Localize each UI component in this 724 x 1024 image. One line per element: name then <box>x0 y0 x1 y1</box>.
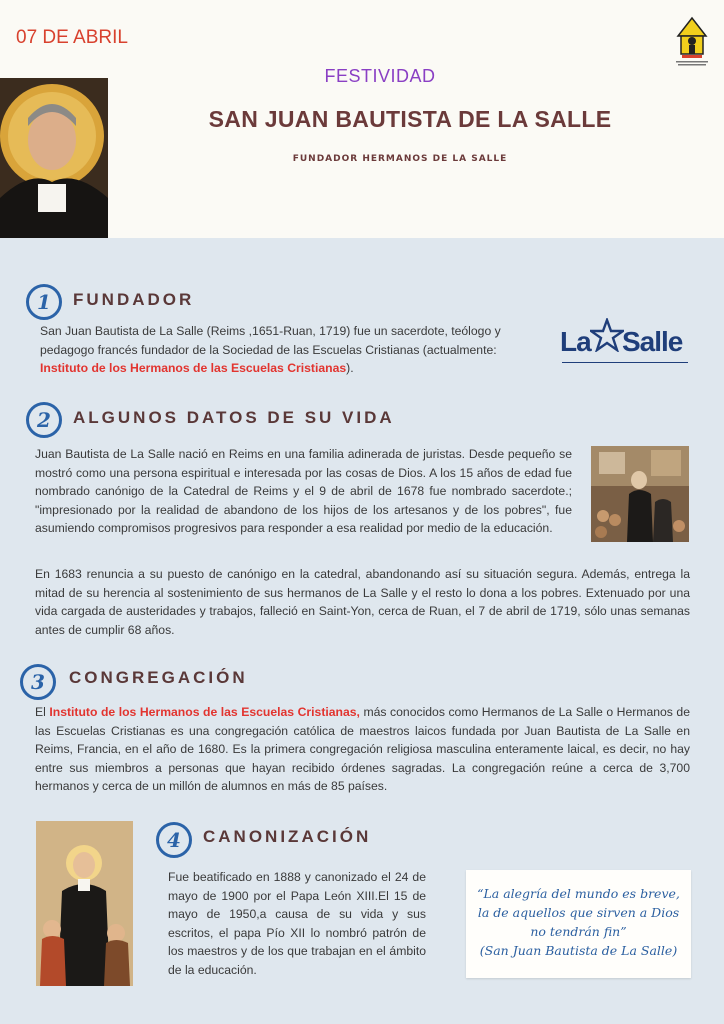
lasalle-logo-right: Salle <box>622 326 683 357</box>
quote-line-2: la de aquellos que sirven a Dios <box>477 905 680 920</box>
section-1-text-before: San Juan Bautista de La Salle (Reims ,1651-Ruan, 1719) fue un sacerdote, teólogo y pedagogo francés fundador de la Sociedad de las Escuelas Cristianas (actualmente: <box>40 324 501 357</box>
lasalle-logo-left: La <box>560 326 591 357</box>
section-number-2: 2 <box>26 402 62 438</box>
section-2-paragraph-1: Juan Bautista de La Salle nació en Reims en una familia adinerada de juristas. Desde pequeño se mostró como una persona espiritual e interesada por las cosas de Dios. A los 15 años de edad fue nombrado canónigo de la Catedral de Reims y el 9 de abril de 1678 fue nombrado sacerdote.; "impresionado por la realidad de abandono de los hijos de los artesanos y de los pobres", fue asumiendo compromisos progresivos para responder a esa realidad por medio de la educación. <box>35 447 572 535</box>
quote-text <box>466 884 691 960</box>
lasalle-star-icon <box>590 318 624 352</box>
section-2-paragraph-2: En 1683 renuncia a su puesto de canónigo en la catedral, abandonando así su situación segura. Además, entrega la mitad de su herencia al sostenimiento de sus hermanos de La Salle y el resto lo dona a los pobres. Extenuado por una vida cargada de austeridades y trabajos, falleció en Saint-Yon, cerca de Ruan, el 7 de abril de 1719, sólo unas semanas antes de cumplir 68 años. <box>35 567 690 637</box>
feast-date: 07 DE ABRIL <box>16 27 128 48</box>
lasalle-logo <box>560 318 692 368</box>
aseam-logo <box>668 10 716 70</box>
portrait-image <box>0 78 108 238</box>
quote-line-1: “La alegría del mundo es breve, <box>477 886 680 901</box>
section-3-text <box>35 703 690 796</box>
classroom-photo <box>591 446 689 542</box>
quote-attribution: (San Juan Bautista de La Salle) <box>479 943 678 958</box>
quote-line-3: no tendrán fin” <box>530 924 627 939</box>
saint-with-children-image <box>36 821 133 986</box>
section-3-text-after: más conocidos como Hermanos de La Salle o Hermanos de las Escuelas Cristianas es una congregación católica de maestros laicos fundada por Juan Bautista de La Salle en Reims, Francia, en el año de 1680. Es la primera congregación religiosa masculina enteramente laical, es decir, no hay entre sus miembros a personas que hayan recibido órdenes sagradas. La congregación reúne a cerca de 3,700 hermanos y cerca de un millón de alumnos en más de 85 países. <box>35 705 690 793</box>
section-3-text-before: El <box>35 705 50 719</box>
section-number-1: 1 <box>26 284 62 320</box>
page-subtitle: FUNDADOR HERMANOS DE LA SALLE <box>292 154 508 164</box>
section-number-3: 3 <box>20 664 56 700</box>
section-number-4: 4 <box>156 822 192 858</box>
lasalle-logo-underline <box>562 362 688 363</box>
festividad-label: FESTIVIDAD <box>324 66 436 86</box>
section-heading-canonizacion: CANONIZACIÓN <box>203 827 372 846</box>
institute-highlight-2: Instituto de los Hermanos de las Escuelas Cristianas, <box>49 705 360 719</box>
section-heading-fundador: FUNDADOR <box>73 290 195 309</box>
quote-card <box>466 870 691 978</box>
section-4-text: Fue beatificado en 1888 y canonizado el 24 de mayo de 1900 por el Papa León XIII.El 15 de mayo de 1950,a causa de su vida y sus escritos, el papa Pío XII lo nombró patrón de los maestros y de los que trabajan en el ámbito de la educación. <box>168 870 426 977</box>
section-1-text <box>40 322 530 378</box>
section-heading-datos: ALGUNOS DATOS DE SU VIDA <box>73 408 395 427</box>
section-heading-congregacion: CONGREGACIÓN <box>69 668 248 687</box>
institute-highlight: Instituto de los Hermanos de las Escuelas Cristianas <box>40 361 347 375</box>
section-1-text-after: ). <box>346 361 354 375</box>
page-title: SAN JUAN BAUTISTA DE LA SALLE <box>208 106 612 132</box>
